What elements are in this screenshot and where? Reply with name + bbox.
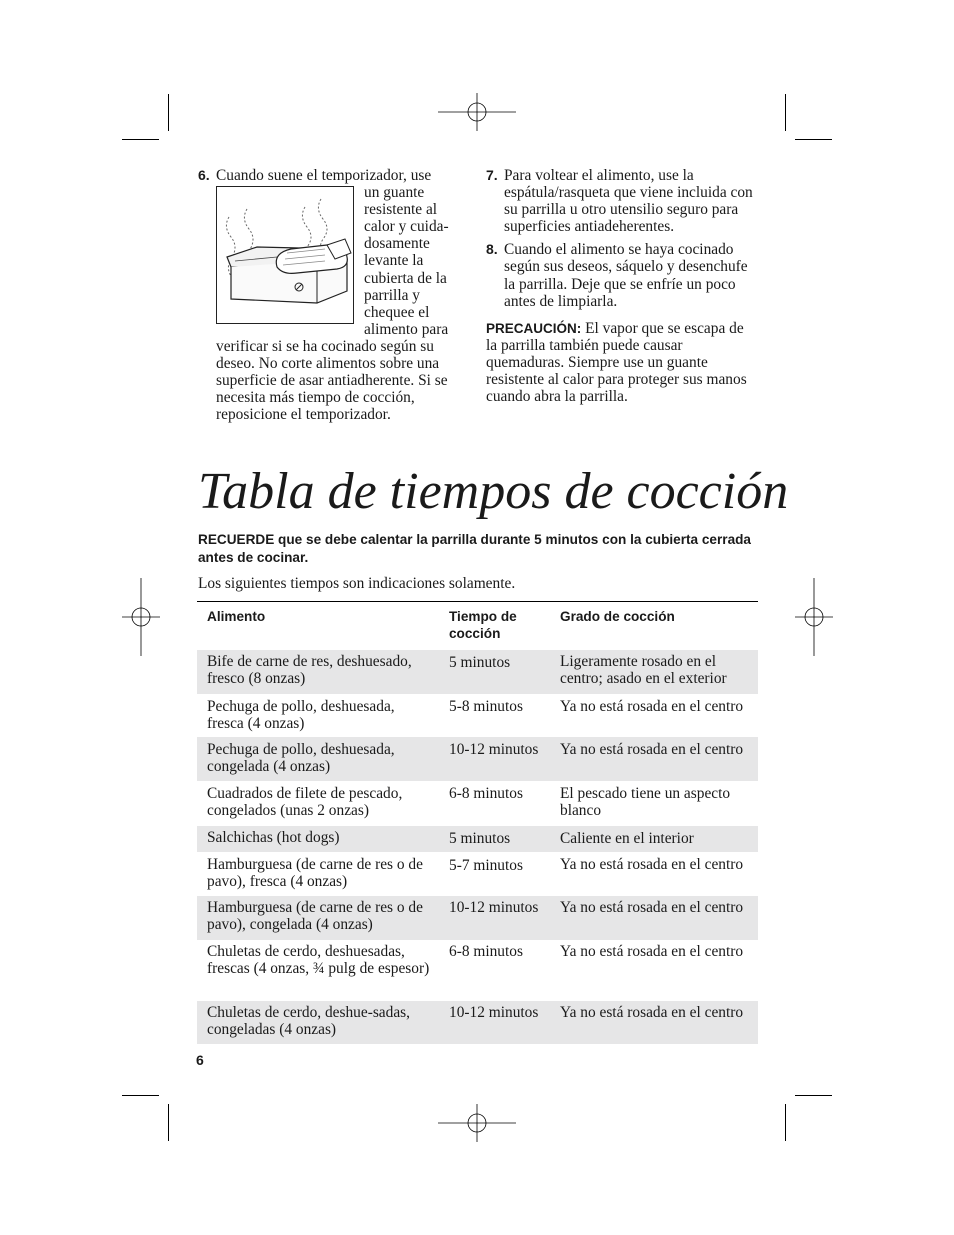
registration-mark-left — [122, 578, 160, 656]
cell-food: Chuletas de cerdo, deshue-sadas, congeladas (4 onzas) — [197, 1001, 439, 1044]
cell-doneness: Ya no está rosada en el centro — [560, 856, 744, 873]
cell-food: Salchichas (hot dogs) — [197, 826, 439, 852]
page-number: 6 — [196, 1052, 204, 1068]
cell-doneness: Ligeramente rosado en el centro; asado en el exterior — [550, 650, 758, 694]
step-number: 7. — [486, 167, 498, 183]
table-row — [197, 737, 758, 781]
caution-text: El vapor que se escapa de la parrilla también puede causar quemaduras. Siempre use un guante resistente al calor para proteger sus manos cuando abra la parrilla. — [486, 319, 747, 406]
cell-time: 5-8 minutos — [449, 698, 523, 715]
crop-mark — [168, 1104, 169, 1141]
left-column — [198, 167, 468, 424]
caution-paragraph — [486, 320, 756, 405]
table-header-row — [197, 602, 758, 651]
step-6-wrap-text: un guante resistente al calor y cuida-dosamente levante la cubierta de la parrilla y chequee el alimento para — [364, 184, 449, 338]
table-row — [197, 940, 758, 1001]
step-8 — [486, 241, 756, 310]
crop-mark — [795, 139, 832, 140]
cell-food: Cuadrados de filete de pescado, congelados (unas 2 onzas) — [207, 785, 403, 820]
page-title: Tabla de tiempos de cocción — [198, 463, 789, 520]
header-time: Tiempo de cocción — [449, 609, 517, 641]
guideline-note: Los siguientes tiempos son indicaciones solamente. — [198, 575, 516, 592]
step-text: Cuando el alimento se haya cocinado según sus deseos, sáquelo y desenchufe la parrilla. Deje que se enfríe un poco antes de limpiarla. — [504, 241, 748, 310]
header-doneness: Grado de cocción — [560, 609, 675, 624]
table-row — [197, 1001, 758, 1044]
table-row — [197, 781, 758, 826]
cell-time: 10-12 minutos — [439, 896, 550, 940]
cell-food: Hamburguesa (de carne de res o de pavo), fresca (4 onzas) — [207, 856, 423, 891]
cell-time: 10-12 minutos — [439, 1001, 550, 1044]
cell-time: 5 minutos — [439, 650, 550, 694]
cell-food: Bife de carne de res, deshuesado, fresco (8 onzas) — [197, 650, 439, 694]
step-text: Para voltear el alimento, use la espátula/rasqueta que viene incluida con su parrilla u otro utensilio seguro para superficies antiadeherentes. — [504, 167, 753, 236]
crop-mark — [785, 1104, 786, 1141]
cell-doneness: Ya no está rosada en el centro — [550, 737, 758, 781]
cell-time: 5 minutos — [439, 826, 550, 852]
crop-mark — [785, 94, 786, 131]
cell-doneness: Caliente en el interior — [550, 826, 758, 852]
step-6-first-line: Cuando suene el temporizador, use — [216, 167, 432, 184]
cell-time: 10-12 minutos — [439, 737, 550, 781]
step-7 — [486, 167, 756, 236]
registration-mark-right — [795, 578, 833, 656]
cell-doneness: El pescado tiene un aspecto blanco — [560, 785, 731, 820]
remember-note: RECUERDE que se debe calentar la parrilla durante 5 minutos con la cubierta cerrada antes de cocinar. — [198, 532, 751, 565]
cell-food: Pechuga de pollo, deshuesada, fresca (4 onzas) — [207, 698, 395, 733]
right-column — [486, 167, 756, 405]
caution-label: PRECAUCIÓN: — [486, 320, 582, 336]
cell-time: 6-8 minutos — [449, 943, 523, 960]
step-number: 8. — [486, 241, 498, 258]
crop-mark — [122, 139, 159, 140]
grill-with-mitt-icon — [217, 187, 352, 322]
step-6-continuation: verificar si se ha cocinado según su deseo. No corte alimentos sobre una superficie de asar antiadherente. Si se necesita más tiempo de cocción, reposicione el temporizador. — [216, 337, 448, 424]
step-6 — [198, 167, 468, 424]
cooking-times-table — [197, 601, 758, 1044]
cell-doneness: Ya no está rosada en el centro — [550, 1001, 758, 1044]
cell-time: 6-8 minutos — [449, 785, 523, 802]
grill-illustration — [216, 186, 354, 324]
step-number: 6. — [198, 167, 210, 183]
cell-food: Hamburguesa (de carne de res o de pavo), congelada (4 onzas) — [197, 896, 439, 940]
crop-mark — [168, 94, 169, 131]
registration-mark-bottom — [438, 1104, 516, 1142]
cell-doneness: Ya no está rosada en el centro — [560, 698, 744, 715]
table-row — [197, 826, 758, 852]
crop-mark — [795, 1095, 832, 1096]
cell-doneness: Ya no está rosada en el centro — [550, 896, 758, 940]
header-food: Alimento — [207, 609, 266, 624]
table-row — [197, 694, 758, 737]
registration-mark-top — [438, 93, 516, 131]
cell-food: Chuletas de cerdo, deshuesadas, frescas (4 onzas, ¾ pulg de espesor) — [207, 943, 430, 978]
crop-mark — [122, 1095, 159, 1096]
table-row — [197, 896, 758, 940]
table-row — [197, 852, 758, 896]
table-row — [197, 650, 758, 694]
cell-food: Pechuga de pollo, deshuesada, congelada (4 onzas) — [197, 737, 439, 781]
cell-doneness: Ya no está rosada en el centro — [560, 943, 744, 960]
cell-time: 5-7 minutos — [449, 857, 523, 874]
